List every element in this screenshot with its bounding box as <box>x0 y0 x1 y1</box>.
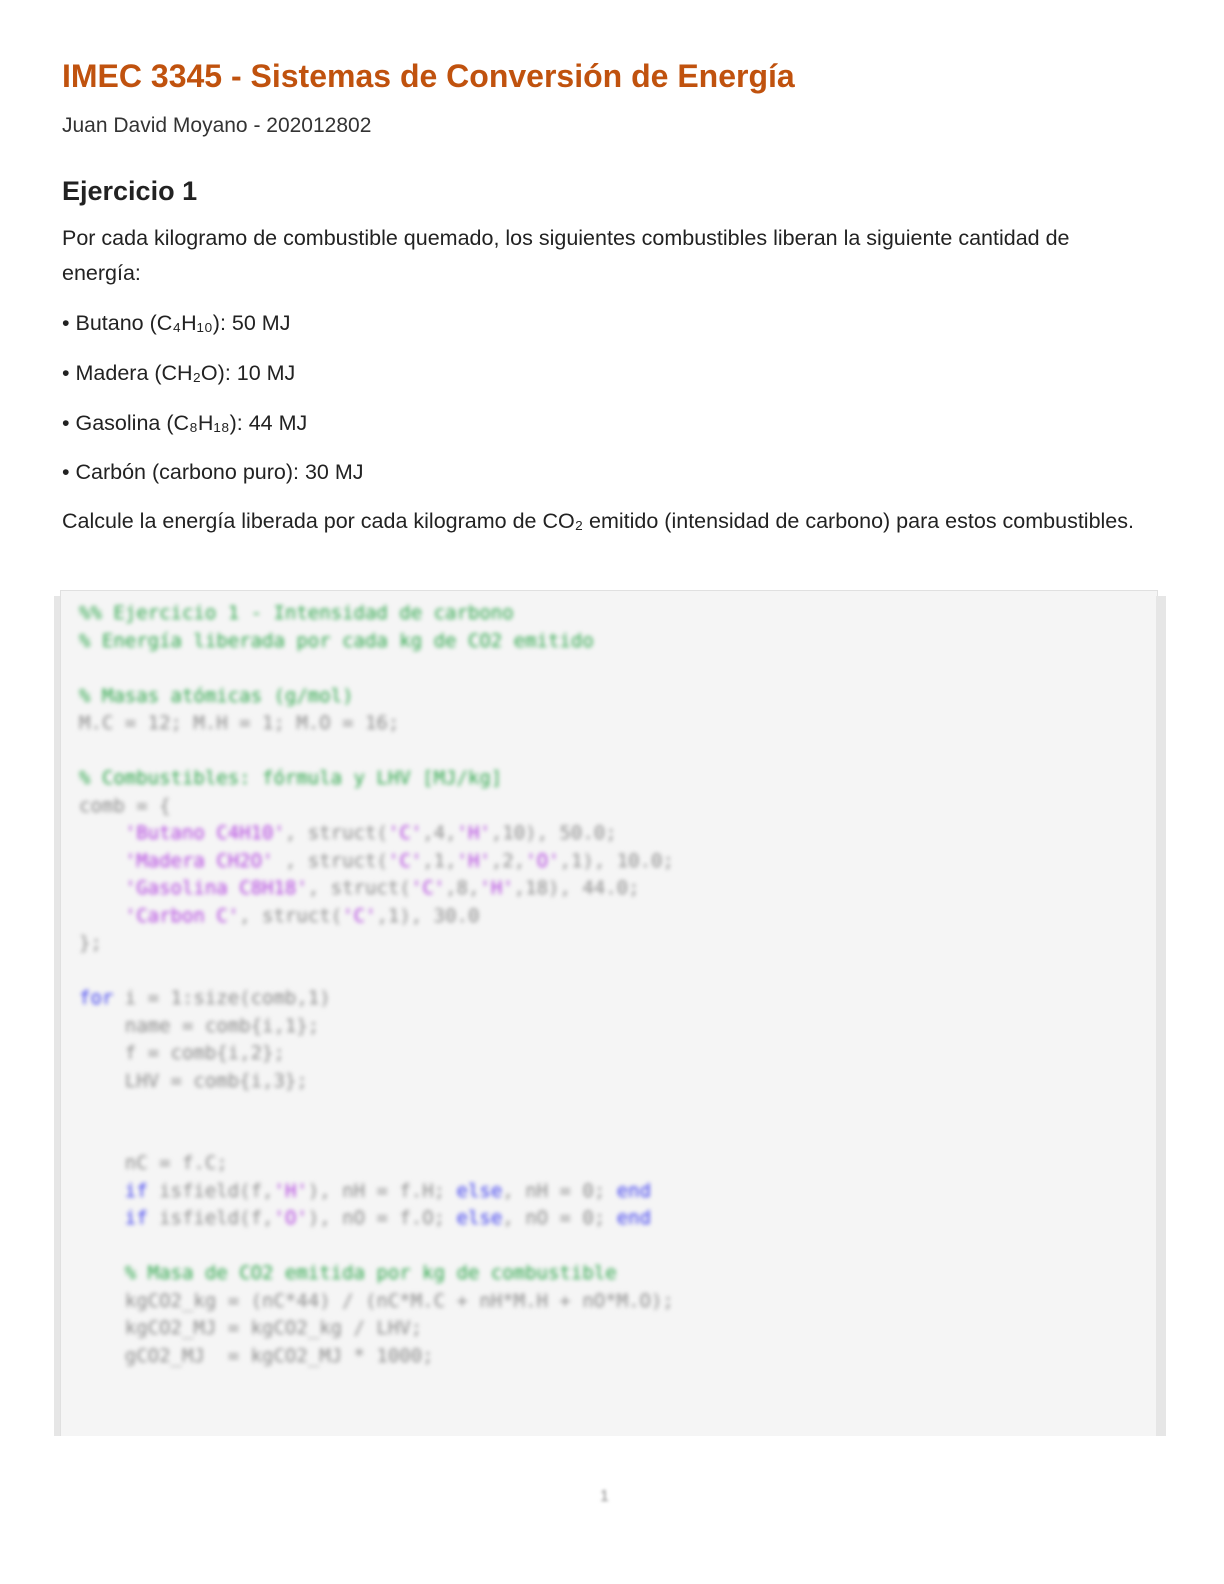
code-token: 'O' <box>525 849 560 872</box>
code-token: if <box>124 1179 148 1202</box>
code-line <box>79 848 674 876</box>
code-line <box>79 738 674 766</box>
code-line <box>79 930 674 958</box>
code-token: 'O' <box>273 1207 308 1229</box>
code-line <box>79 793 674 821</box>
code-token: % Energía liberada por cada kg de CO2 emitido <box>79 629 594 652</box>
fuel-item-carbon: • Carbón (carbono puro): 30 MJ <box>62 460 364 484</box>
code-token: end <box>616 1207 652 1229</box>
code-token: kgCO2_MJ = kgCO2_kg / LHV; <box>79 1317 423 1339</box>
code-token: name = comb{i,1}; <box>79 1014 320 1037</box>
code-token: % Combustibles: fórmula y LHV [MJ/kg] <box>79 767 503 789</box>
code-token <box>79 850 125 872</box>
code-line <box>79 985 674 1013</box>
code-line <box>79 1205 674 1233</box>
code-token: 'C' <box>410 877 446 899</box>
code-token: isfield(f, <box>147 1179 274 1202</box>
code-line <box>79 600 674 628</box>
code-token: %% Ejercicio 1 - Intensidad de carbono <box>79 602 514 624</box>
code-token <box>79 1207 125 1229</box>
fuel-item-butano: • Butano (C₄H₁₀): 50 MJ <box>62 311 291 335</box>
author-line: Juan David Moyano - 202012802 <box>62 114 372 137</box>
page-title: IMEC 3345 - Sistemas de Conversión de Energía <box>62 58 795 94</box>
code-token: 'C' <box>387 822 423 844</box>
code-line <box>79 875 674 903</box>
code-line <box>79 1123 674 1151</box>
code-token: 'H' <box>456 822 491 844</box>
fuel-item-gasolina: • Gasolina (C₈H₁₈): 44 MJ <box>62 411 308 435</box>
code-token: , struct( <box>307 877 411 899</box>
code-token: , struct( <box>273 849 388 872</box>
code-token: isfield(f, <box>147 1207 274 1229</box>
code-token: if <box>124 1207 148 1229</box>
code-token: ,1), 10.0; <box>559 849 674 872</box>
code-line <box>79 1288 674 1316</box>
code-line <box>79 1068 674 1096</box>
code-token: ,2, <box>490 849 526 872</box>
page-number: 1 <box>600 1488 609 1505</box>
code-token: , struct( <box>239 904 343 927</box>
code-token: ,4, <box>422 822 457 844</box>
code-line <box>79 655 674 683</box>
code-token: ,18), 44.0; <box>513 877 640 899</box>
code-token: else <box>456 1179 503 1202</box>
code-token: , nH = 0; <box>502 1179 617 1202</box>
code-token: for <box>79 987 114 1009</box>
code-token: kgCO2_kg = (nC*44) / (nC*M.C + nH*M.H + nO*M.O); <box>79 1289 674 1312</box>
code-line <box>79 683 674 711</box>
code-token: ), nH = f.H; <box>307 1179 457 1202</box>
code-token: LHV = comb{i,3}; <box>79 1069 308 1092</box>
code-token: 'H' <box>273 1179 308 1202</box>
code-line <box>79 1040 674 1068</box>
code-line <box>79 1260 674 1288</box>
code-box-right-edge <box>1156 596 1166 1436</box>
code-token: 'Gasolina C8H18' <box>124 877 308 899</box>
code-line <box>79 1178 674 1206</box>
code-line <box>79 1013 674 1041</box>
code-token <box>79 1180 125 1202</box>
code-token: , nO = 0; <box>502 1207 617 1229</box>
fuel-item-madera: • Madera (CH₂O): 10 MJ <box>62 361 296 385</box>
code-line <box>79 903 674 931</box>
code-token: ,8, <box>445 877 480 899</box>
code-token: 'C' <box>342 904 377 927</box>
code-token: % Masa de CO2 emitida por kg de combustible <box>79 1262 617 1284</box>
code-token <box>79 822 125 844</box>
code-line <box>79 820 674 848</box>
code-line <box>79 710 674 738</box>
code-token: comb = { <box>79 794 171 817</box>
code-line <box>79 765 674 793</box>
code-token: 'H' <box>479 877 514 899</box>
code-line <box>79 1095 674 1123</box>
code-token: % Masas atómicas (g/mol) <box>79 684 354 707</box>
code-token: gCO2_MJ = kgCO2_MJ * 1000; <box>79 1344 434 1367</box>
code-line <box>79 958 674 986</box>
code-token: ), nO = f.O; <box>307 1207 457 1229</box>
code-token: i = 1:size(comb,1) <box>113 987 331 1009</box>
code-token: else <box>456 1207 503 1229</box>
code-line <box>79 1343 674 1371</box>
code-token <box>79 905 125 927</box>
exercise-intro: Por cada kilogramo de combustible quemado, los siguientes combustibles liberan la siguiente cantidad de energía: <box>62 226 1070 285</box>
code-token: nC = f.C; <box>79 1152 228 1174</box>
code-token: 'H' <box>456 849 491 872</box>
code-token: }; <box>79 932 102 954</box>
code-token: ,1, <box>422 849 457 872</box>
exercise-question: Calcule la energía liberada por cada kilogramo de CO₂ emitido (intensidad de carbono) para estos combustibles. <box>62 509 1134 533</box>
code-line <box>79 1150 674 1178</box>
code-token: 'Butano C4H10' <box>124 822 285 844</box>
code-token: , struct( <box>284 822 388 844</box>
code-token: f = comb{i,2}; <box>79 1042 285 1064</box>
code-token: M.C = 12; M.H = 1; M.O = 16; <box>79 712 400 734</box>
code-token: ,10), 50.0; <box>490 822 617 844</box>
code-line <box>79 628 674 656</box>
code-line <box>79 1233 674 1261</box>
code-token: end <box>616 1179 652 1202</box>
code-token: ,1), 30.0 <box>376 904 480 927</box>
code-token: 'Madera CH2O' <box>124 849 274 872</box>
code-line <box>79 1315 674 1343</box>
code-listing <box>79 600 674 1370</box>
exercise-heading: Ejercicio 1 <box>62 176 198 206</box>
code-token: 'Carbon C' <box>124 904 240 927</box>
code-token <box>79 877 125 899</box>
code-token: 'C' <box>387 849 423 872</box>
